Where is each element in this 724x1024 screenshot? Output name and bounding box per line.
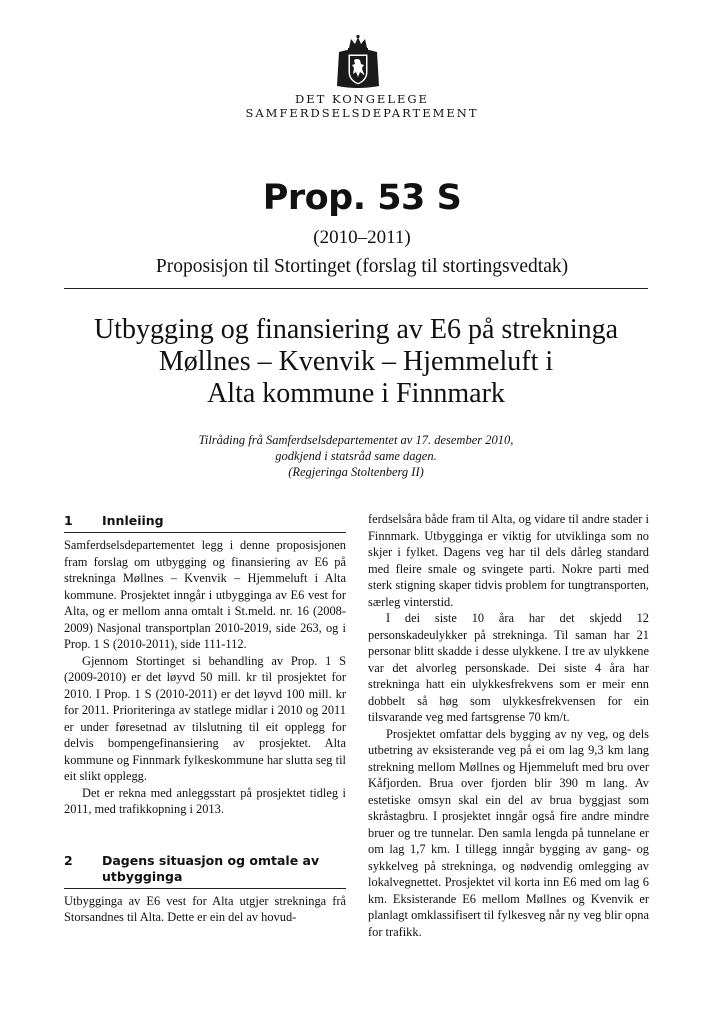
ministry-name-line2: SAMFERDSELSDEPARTEMENT (245, 106, 479, 120)
paragraph: Utbygginga av E6 vest for Alta utgjer strekninga frå Storsandnes til Alta. Dette er ein del av hovud- (64, 893, 346, 924)
ministry-name-line1: DET KONGELEGE (295, 92, 429, 106)
section-title: Innleiing (102, 513, 164, 528)
paragraph: Gjennom Stortinget si behandling av Prop. 1 S (2009-2010) er det løyvd 50 mill. kr til prosjektet for 2010. I Prop. 1 S (2010-2011) er det løyvd 100 mill. kr for 2011. Prioriteringa av statlege midlar i 2010 og 2011 er under føresetnad av tilslutning til eit opplegg for delvis bompengefinansiering av prosjektet. Alta kommune og Finnmark fylkeskommune har slutta seg til eit slikt opplegg. (64, 653, 346, 783)
approval-line: godkjend i statsråd same dagen. (275, 449, 437, 463)
paragraph: Samferdselsdepartementet legg i denne proposisjonen fram forslag om utbygging og finansiering av E6 på strekninga Møllnes – Kvenvik – Hjemmeluft i Alta kommune. Prosjektet inngår i utbygginga av E6 vest for Alta, og er mellom anna omtalt i St.meld. nr. 16 (2008-2009) Nasjonal transportplan 2010-2019, side 263, og i Prop. 1 S (2010-2011), side 111-112. (64, 538, 346, 651)
left-column (64, 513, 346, 926)
section-heading (64, 513, 346, 533)
paragraph: I dei siste 10 åra har det skjedd 12 personskadeulykker på strekninga. Til saman har 21 personar blitt skadde i desse ulykkene. I tre av ulykkene var det alvorleg personskade. Dei siste 4 åra har strekninga hatt ein ulykkesfrekvens som er meir enn dobbelt så høg som ulykkesfrekvensen for ein tilsvarande veg med fartsgrense 70 km/t. (368, 611, 649, 724)
approval-line: (Regjeringa Stoltenberg II) (288, 465, 424, 479)
royal-coat-of-arms-icon (333, 34, 383, 90)
title-line: Møllnes – Kvenvik – Hjemmeluft i (158, 346, 554, 377)
document-title (64, 314, 648, 410)
document-subtitle: Proposisjon til Stortinget (forslag til stortingsvedtak) (155, 256, 569, 277)
title-line: Alta kommune i Finnmark (207, 378, 505, 409)
title-divider (64, 288, 648, 289)
right-column (368, 511, 649, 940)
paragraph: ferdselsåra både fram til Alta, og vidare til andre stader i Finnmark. Utbygginga er viktig for utviklinga som no skjer i fylket. Dagens veg har til dels dårleg standard med fleire smale og svingete parti. Nokre parti med sterk stigning skaper tidvis problem for tungtransporten, særleg vinterstid. (368, 512, 649, 609)
session-years: (2010–2011) (313, 227, 411, 248)
section-heading (64, 853, 346, 889)
section-number: 2 (64, 852, 73, 868)
proposition-number: Prop. 53 S (262, 178, 462, 218)
section-number: 1 (64, 513, 73, 528)
title-line: Utbygging og finansiering av E6 på strekninga (93, 314, 619, 345)
paragraph: Det er rekna med anleggsstart på prosjektet tidleg i 2011, med trafikkopning i 2013. (64, 785, 346, 816)
paragraph: Prosjektet omfattar dels bygging av ny veg, og dels utbetring av eksisterande veg på ei om lag 9,3 km lang strekning mellom Møllnes og Hjemmeluft med bru over Kåfjorden. Brua over fjorden blir 390 m lang. Av estetiske omsyn skal ein del av brua byggjast som skråstagbru. I prosjektet inngår også fire andre mindre bruer og tre tunnelar. Den samla lengda på tunnelane er om lag 1,7 km. I tillegg inngår bygging av gang- og sykkelveg på strekninga, og nødvendig omlegging av lokalvegnettet. Prosjektet vil korta inn E6 med om lag 6 km. Eksisterande E6 mellom Møllnes og Kvenvik er planlagt omklassifisert til fylkesveg når ny veg blir opna for trafikk. (368, 726, 649, 939)
approval-line: Tilråding frå Samferdselsdepartementet av 17. desember 2010, (198, 433, 514, 447)
section-title: Dagens situasjon og omtale av utbygginga (102, 852, 320, 884)
approval-note (64, 432, 648, 480)
